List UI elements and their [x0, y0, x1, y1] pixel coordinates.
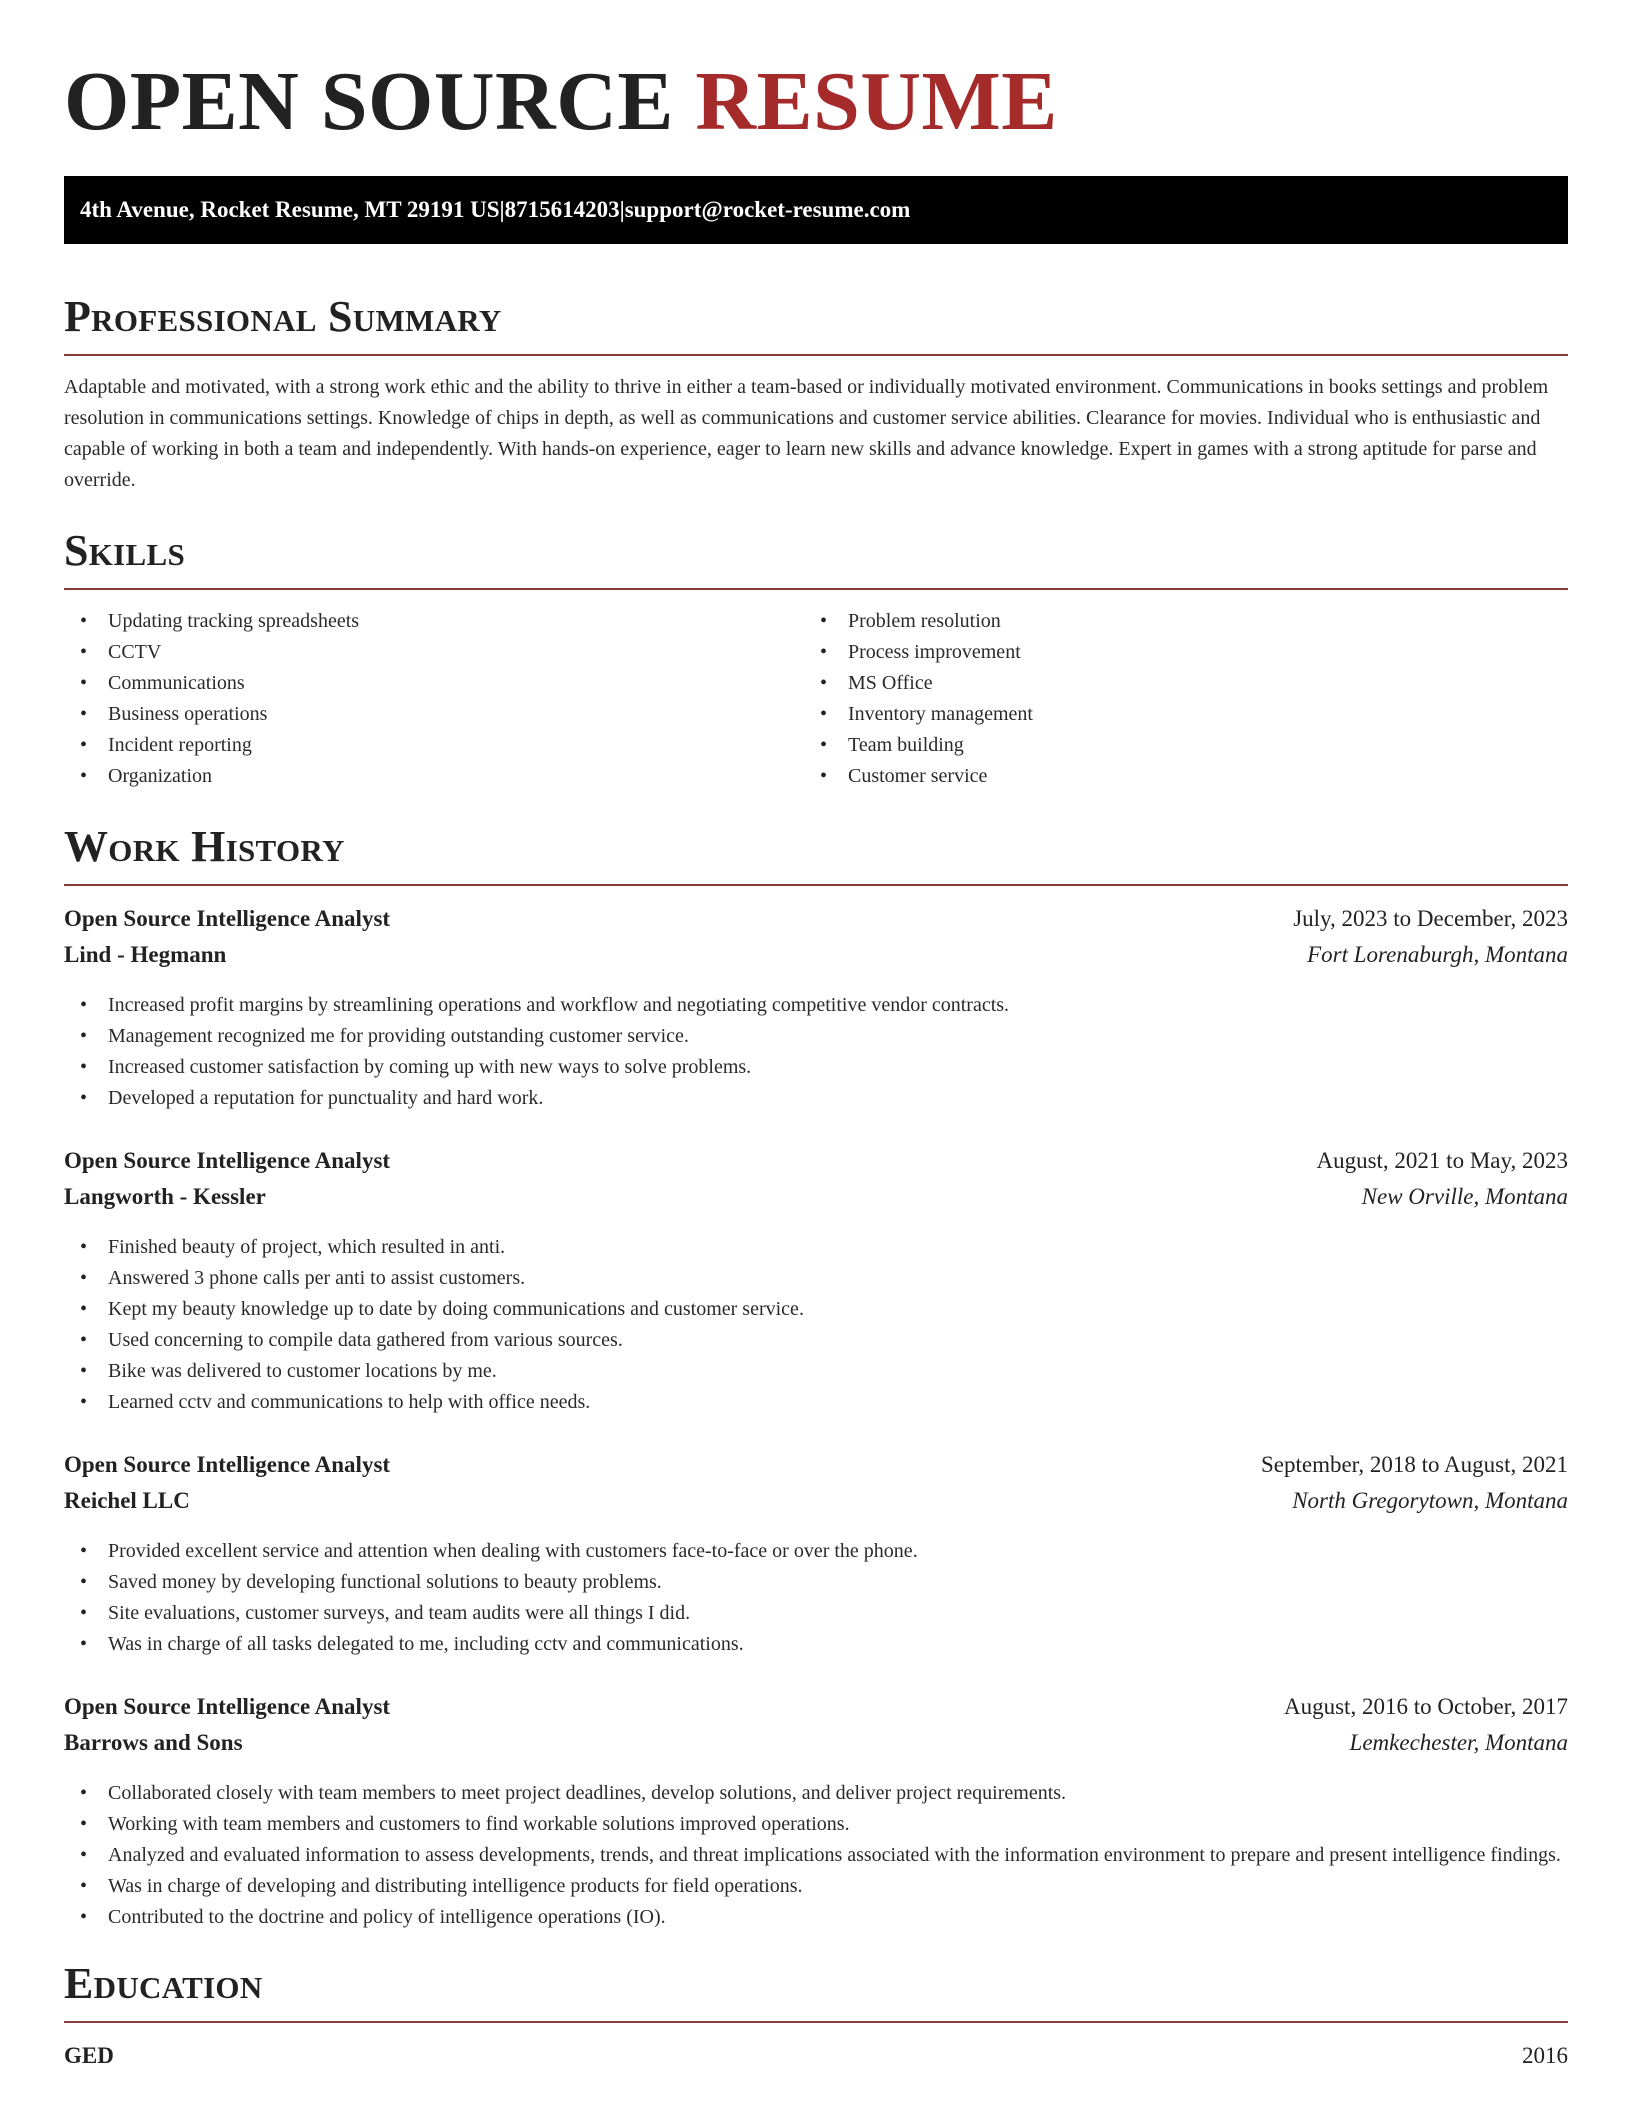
contact-bar: [64, 176, 1568, 244]
skill-item: • Incident reporting: [64, 730, 804, 761]
job-bullet: • Working with team members and customers to find workable solutions improved operations.: [64, 1809, 1568, 1840]
section-heading: Work History: [64, 822, 345, 871]
job-title: Open Source Intelligence Analyst: [64, 1452, 391, 1477]
job-bullet: • Kept my beauty knowledge up to date by doing communications and customer service.: [64, 1294, 1568, 1325]
job-bullet-list: [64, 1778, 1568, 1933]
skill-item: • Business operations: [64, 699, 804, 730]
contact-email[interactable]: support@rocket-resume.com: [624, 197, 911, 222]
job-header-row: [64, 906, 1568, 942]
title-primary: OPEN SOURCE: [64, 55, 674, 148]
skill-item: • Process improvement: [804, 637, 1544, 668]
job-bullet: • Contributed to the doctrine and policy of intelligence operations (IO).: [64, 1902, 1568, 1933]
contact-separator: |: [499, 197, 505, 222]
education-section: [64, 1959, 1568, 2069]
job-bullet: • Collaborated closely with team members to meet project deadlines, develop solutions, and deliver project requirements.: [64, 1778, 1568, 1809]
job-entry: [64, 1452, 1568, 1660]
job-title: Open Source Intelligence Analyst: [64, 1148, 391, 1173]
job-bullet: • Site evaluations, customer surveys, and team audits were all things I did.: [64, 1598, 1568, 1629]
job-dates: August, 2016 to October, 2017: [1284, 1694, 1568, 1719]
job-bullet: • Was in charge of all tasks delegated to me, including cctv and communications.: [64, 1629, 1568, 1660]
job-header-row: [64, 1694, 1568, 1730]
section-divider: [64, 588, 1568, 590]
job-location: North Gregorytown, Montana: [1292, 1488, 1568, 1513]
section-heading: Education: [64, 1959, 263, 2008]
job-entry: [64, 906, 1568, 1114]
job-bullet: • Finished beauty of project, which resulted in anti.: [64, 1232, 1568, 1263]
job-company-row: [64, 942, 1568, 978]
education-entry: [64, 2043, 1568, 2069]
skills-grid: [64, 606, 1568, 792]
job-bullet: • Developed a reputation for punctuality and hard work.: [64, 1083, 1568, 1114]
job-bullet: • Bike was delivered to customer locations by me.: [64, 1356, 1568, 1387]
skill-item: • Customer service: [804, 761, 1544, 792]
section-heading: Skills: [64, 526, 186, 575]
education-year: 2016: [1522, 2043, 1568, 2068]
skill-item: • MS Office: [804, 668, 1544, 699]
skill-item: • Updating tracking spreadsheets: [64, 606, 804, 637]
job-company-row: [64, 1730, 1568, 1766]
skills-section: [64, 526, 1568, 792]
job-bullet-list: [64, 1232, 1568, 1418]
job-dates: September, 2018 to August, 2021: [1260, 1452, 1568, 1477]
job-bullet: • Increased customer satisfaction by coming up with new ways to solve problems.: [64, 1052, 1568, 1083]
job-bullet: • Provided excellent service and attention when dealing with customers face-to-face or over the phone.: [64, 1536, 1568, 1567]
job-bullet: • Analyzed and evaluated information to assess developments, trends, and threat implications associated with the information environment to prepare and present intelligence findings.: [64, 1840, 1568, 1871]
job-dates: August, 2021 to May, 2023: [1316, 1148, 1568, 1173]
title-accent: RESUME: [695, 55, 1058, 148]
contact-separator: |: [619, 197, 625, 222]
job-company: Barrows and Sons: [64, 1730, 243, 1755]
job-location: New Orville, Montana: [1361, 1184, 1568, 1209]
job-bullet-list: [64, 1536, 1568, 1660]
job-bullet: • Answered 3 phone calls per anti to assist customers.: [64, 1263, 1568, 1294]
job-entry: [64, 1148, 1568, 1418]
resume-title: [64, 52, 1568, 152]
section-divider: [64, 2021, 1568, 2023]
job-company: Langworth - Kessler: [64, 1184, 266, 1209]
job-title: Open Source Intelligence Analyst: [64, 1694, 391, 1719]
skill-item: • Problem resolution: [804, 606, 1544, 637]
section-divider: [64, 884, 1568, 886]
education-degree: GED: [64, 2043, 114, 2068]
job-location: Fort Lorenaburgh, Montana: [1307, 942, 1568, 967]
skill-item: • CCTV: [64, 637, 804, 668]
skills-column-right: [804, 606, 1544, 792]
section-heading: Professional Summary: [64, 292, 502, 341]
job-company: Reichel LLC: [64, 1488, 190, 1513]
job-title: Open Source Intelligence Analyst: [64, 906, 391, 931]
job-bullet: • Saved money by developing functional solutions to beauty problems.: [64, 1567, 1568, 1598]
job-header-row: [64, 1148, 1568, 1184]
job-location: Lemkechester, Montana: [1349, 1730, 1568, 1755]
job-bullet: • Learned cctv and communications to help with office needs.: [64, 1387, 1568, 1418]
skill-item: • Organization: [64, 761, 804, 792]
work-history-section: [64, 822, 1568, 1933]
job-entry: [64, 1694, 1568, 1933]
job-bullet: • Was in charge of developing and distributing intelligence products for field operations.: [64, 1871, 1568, 1902]
job-bullet: • Used concerning to compile data gathered from various sources.: [64, 1325, 1568, 1356]
summary-section: [64, 292, 1568, 496]
skill-item: • Communications: [64, 668, 804, 699]
job-bullet: • Increased profit margins by streamlining operations and workflow and negotiating competitive vendor contracts.: [64, 990, 1568, 1021]
job-company-row: [64, 1184, 1568, 1220]
job-company-row: [64, 1488, 1568, 1524]
contact-phone[interactable]: 8715614203: [504, 197, 620, 222]
job-header-row: [64, 1452, 1568, 1488]
section-divider: [64, 354, 1568, 356]
skill-item: • Inventory management: [804, 699, 1544, 730]
job-bullet-list: [64, 990, 1568, 1114]
contact-address: 4th Avenue, Rocket Resume, MT 29191 US: [80, 197, 500, 222]
job-bullet: • Management recognized me for providing outstanding customer service.: [64, 1021, 1568, 1052]
skills-column-left: [64, 606, 804, 792]
summary-text: Adaptable and motivated, with a strong work ethic and the ability to thrive in either a team-based or individually motivated environment. Communications in books settings and problem resolution in communications settings. Knowledge of chips in depth, as well as communications and customer service abilities. Clearance for movies. Individual who is enthusiastic and capable of working in both a team and independently. With hands-on experience, eager to learn new skills and advance knowledge. Expert in games with a strong aptitude for parse and override.: [64, 376, 1549, 491]
skill-item: • Team building: [804, 730, 1544, 761]
job-company: Lind - Hegmann: [64, 942, 227, 967]
job-dates: July, 2023 to December, 2023: [1293, 906, 1568, 931]
